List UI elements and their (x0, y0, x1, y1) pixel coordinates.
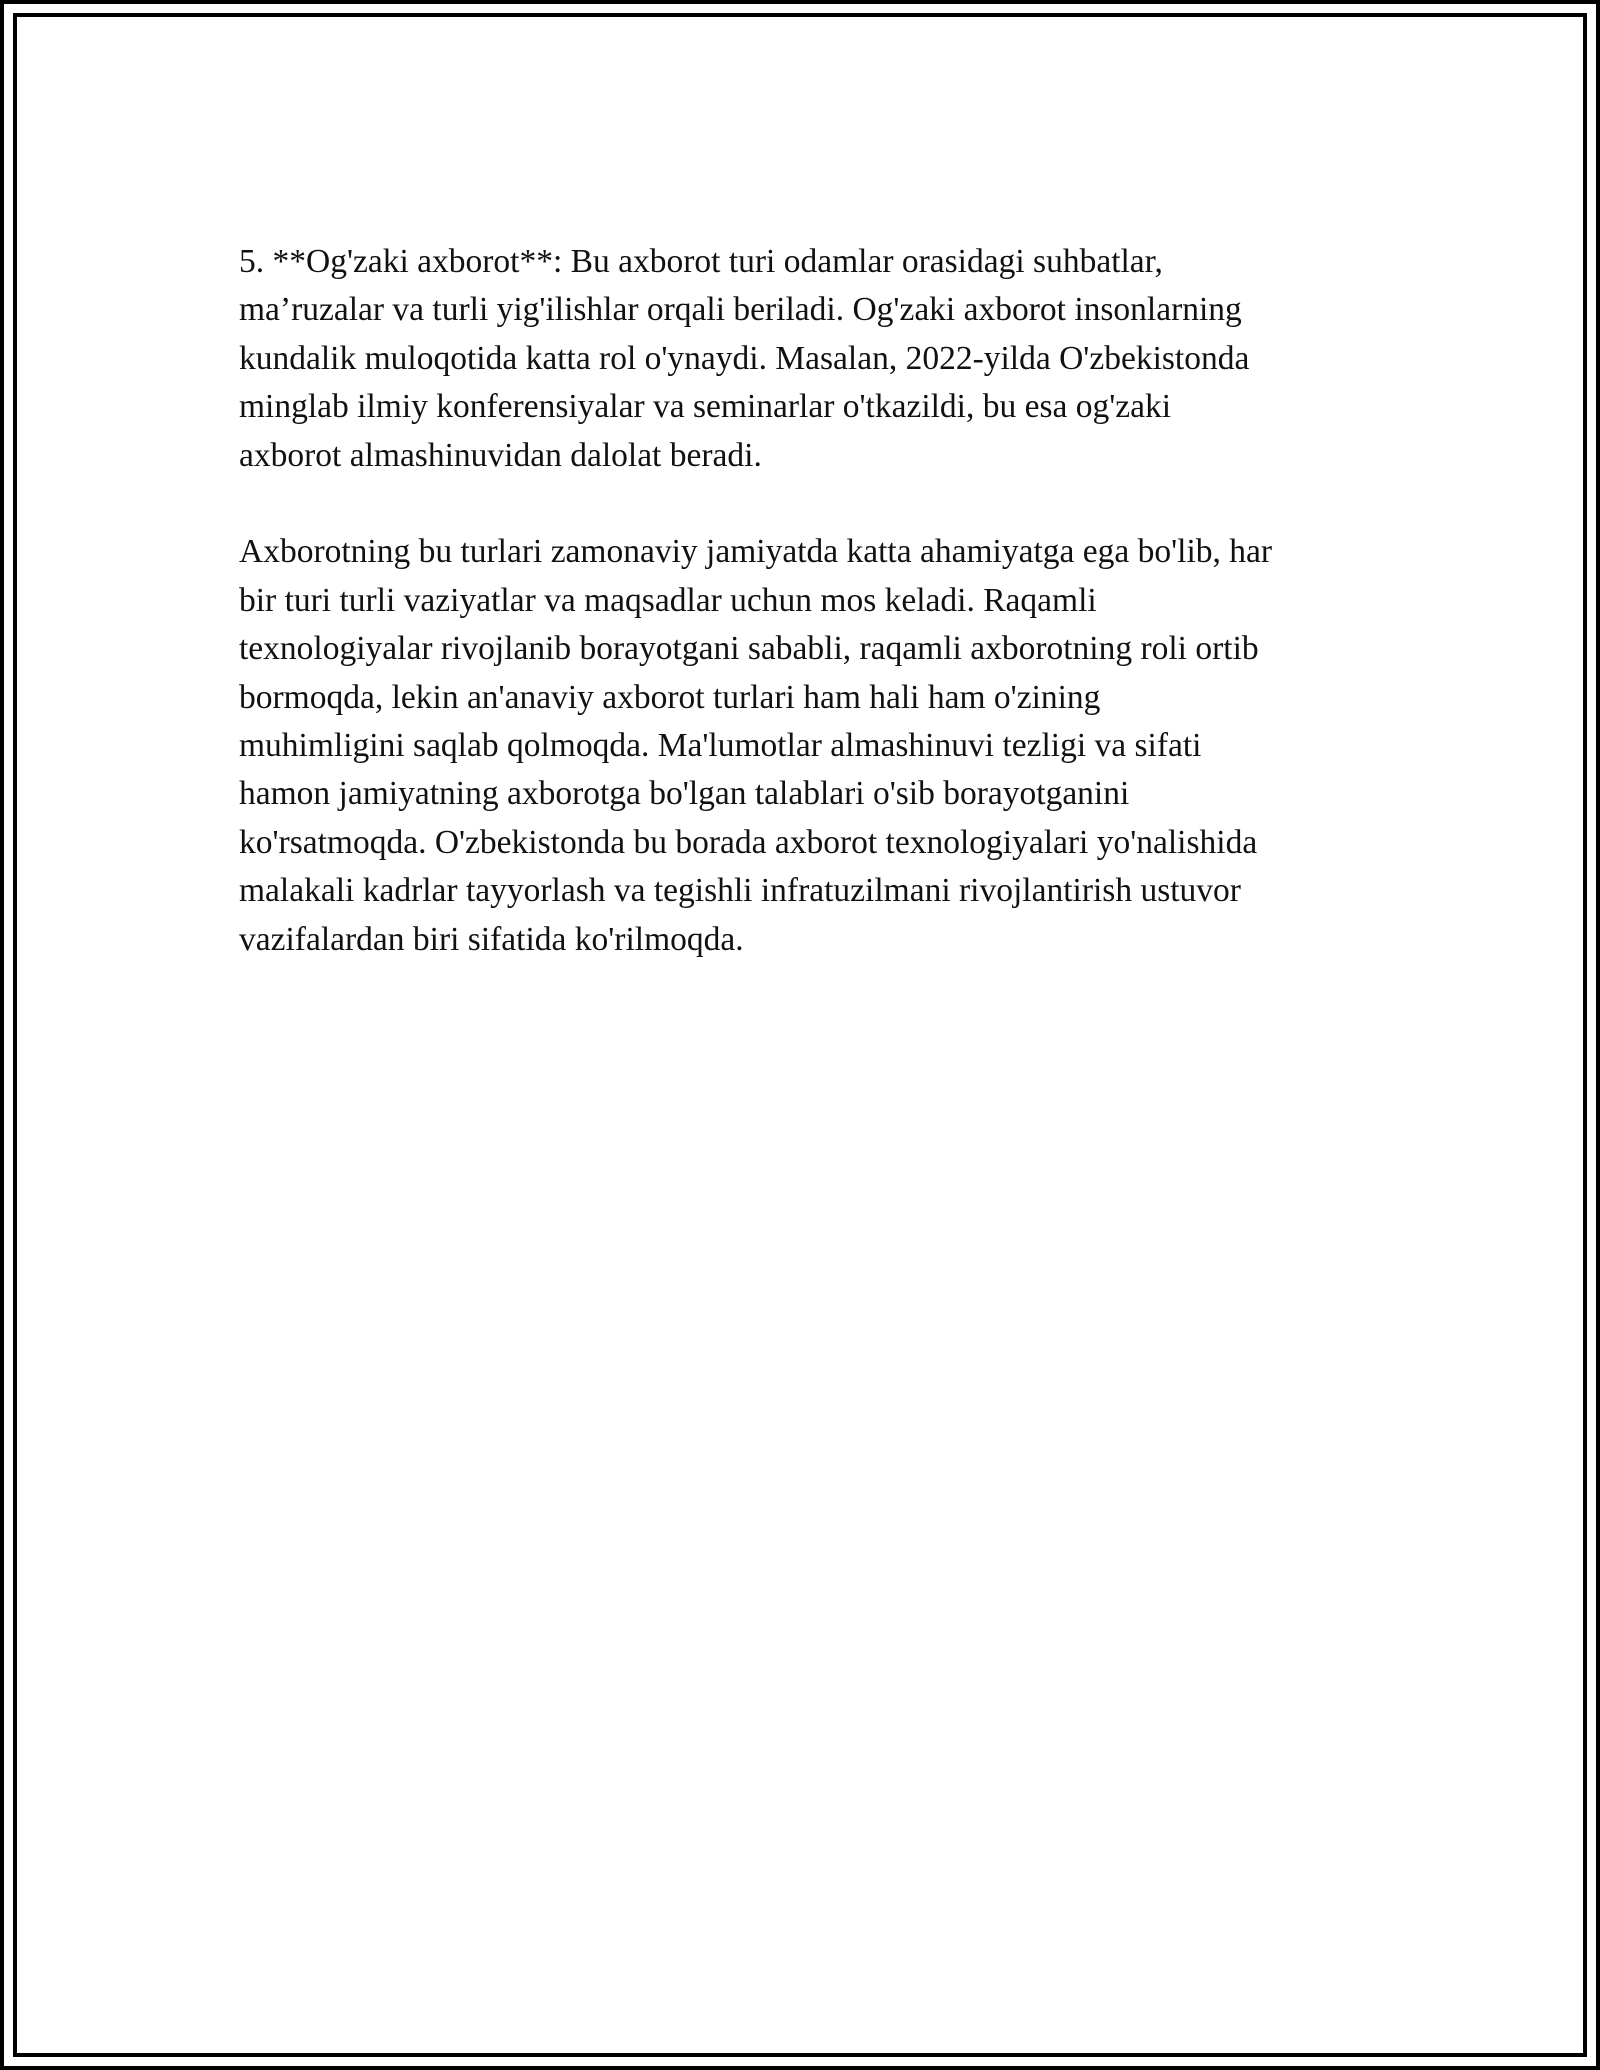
text-line: muhimligini saqlab qolmoqda. Ma'lumotlar almashinuvi tezligi va sifati (239, 727, 1202, 765)
text-line: 5. **Og'zaki axborot**: Bu axborot turi odamlar orasidagi suhbatlar, (239, 243, 1163, 280)
text-line: ma’ruzalar va turli yig'ilishlar orqali beriladi. Og'zaki axborot insonlarning (239, 291, 1242, 329)
document-body (239, 238, 1379, 964)
text-line: axborot almashinuvidan dalolat beradi. (239, 436, 762, 474)
text-line: bir turi turli vaziyatlar va maqsadlar uchun mos keladi. Raqamli (239, 581, 1097, 619)
text-line: vazifalardan biri sifatida ko'rilmoqda. (239, 920, 744, 958)
paragraph-conclusion (239, 528, 1379, 964)
text-line: texnologiyalar rivojlanib borayotgani sababli, raqamli axborotning roli ortib (239, 630, 1259, 668)
text-line: kundalik muloqotida katta rol o'ynaydi. Masalan, 2022-yilda O'zbekistonda (239, 339, 1250, 377)
text-line: Axborotning bu turlari zamonaviy jamiyatda katta ahamiyatga ega bo'lib, har (239, 533, 1273, 571)
text-line: bormoqda, lekin an'anaviy axborot turlari ham hali ham o'zining (239, 678, 1101, 716)
paragraph-oral-information (239, 238, 1379, 480)
text-line: hamon jamiyatning axborotga bo'lgan talablari o'sib borayotganini (239, 775, 1130, 813)
text-line: minglab ilmiy konferensiyalar va seminarlar o'tkazildi, bu esa og'zaki (239, 388, 1172, 426)
text-line: ko'rsatmoqda. O'zbekistonda bu borada axborot texnologiyalari yo'nalishida (239, 823, 1258, 861)
text-line: malakali kadrlar tayyorlash va tegishli infratuzilmani rivojlantirish ustuvor (239, 872, 1241, 910)
